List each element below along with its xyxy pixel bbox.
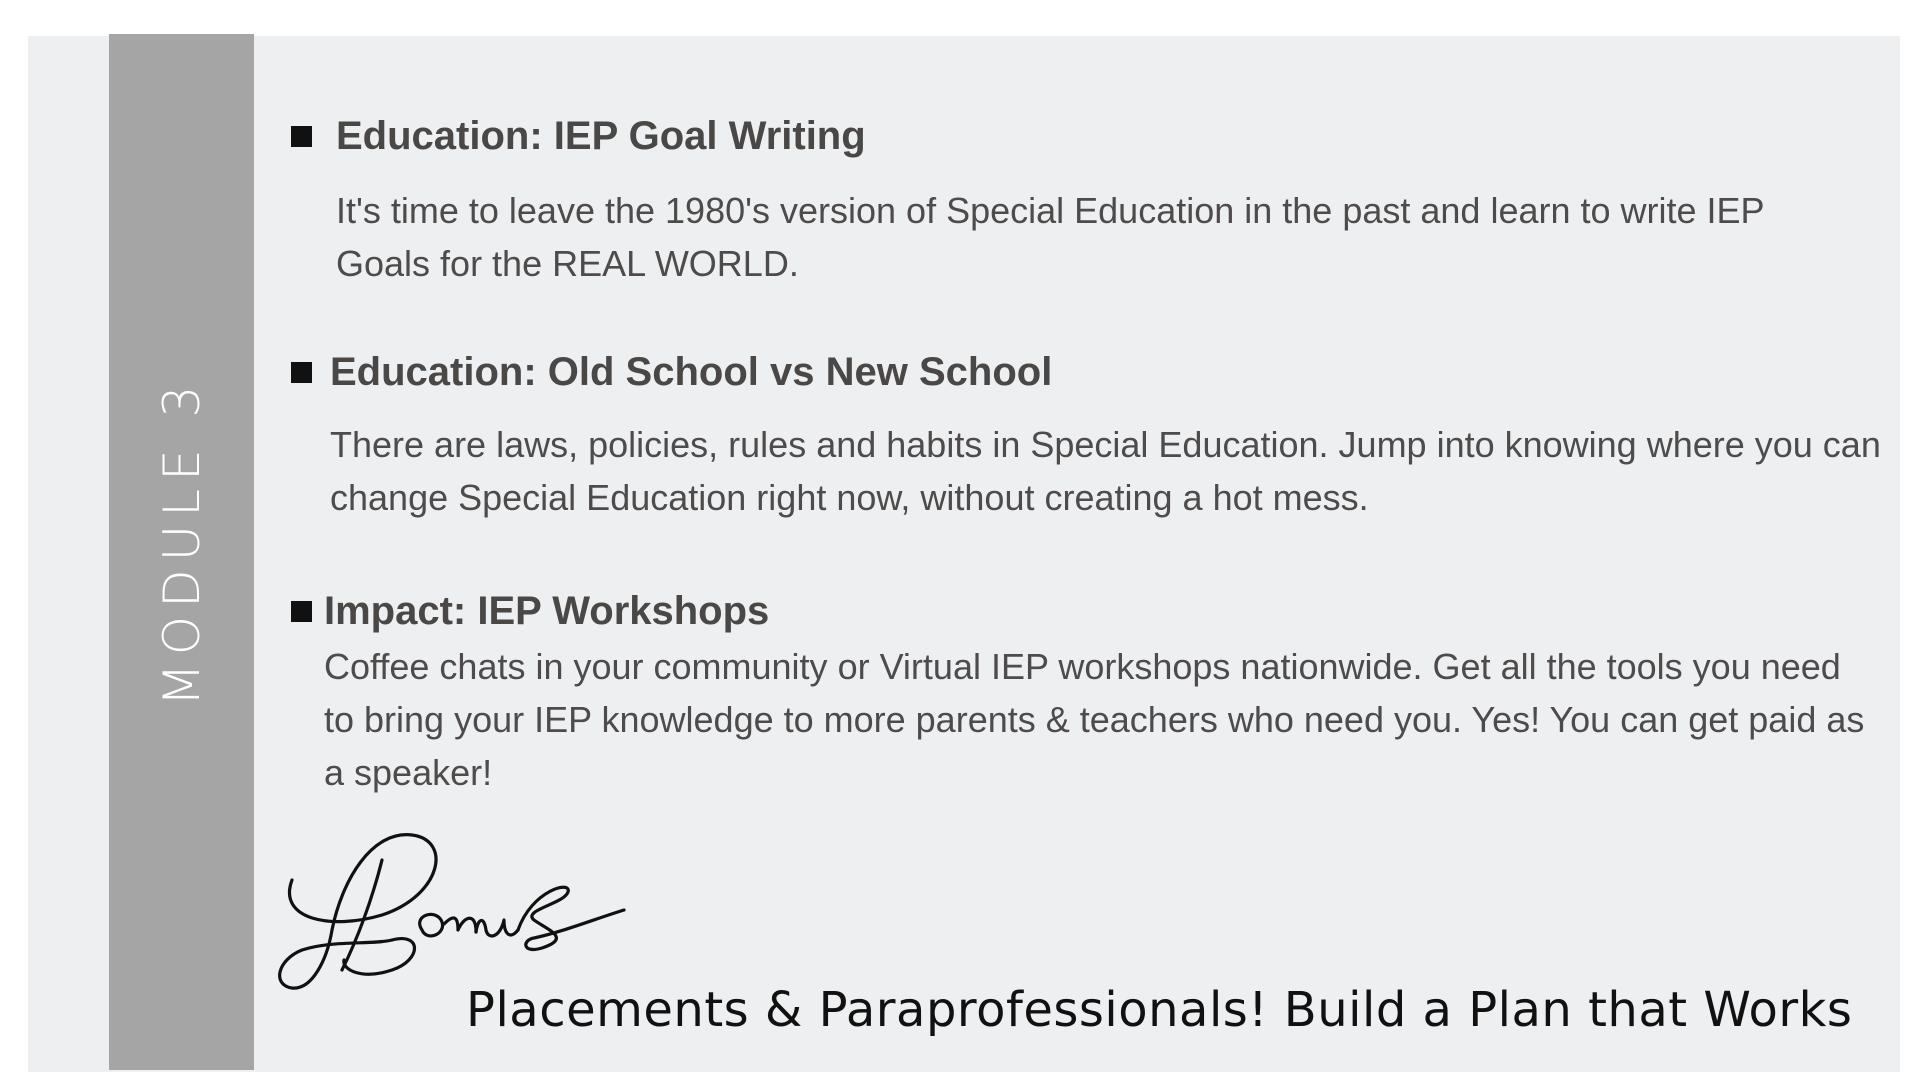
item-heading: Education: Old School vs New School [330,350,1053,394]
item-heading: Impact: IEP Workshops [324,589,770,633]
bonus-text: Placements & Paraprofessionals! Build a Plan that Works [466,982,1853,1038]
item-heading: Education: IEP Goal Writing [336,114,866,158]
bullet-icon [291,601,312,622]
bullet-icon [291,126,312,147]
item-description: There are laws, policies, rules and habits in Special Education. Jump into knowing where you can change Special Education right now, without creating a hot mess. [330,424,1881,518]
module-label: MODULE 3 [153,377,211,707]
bonus-script-icon [272,820,632,1000]
item-description: Coffee chats in your community or Virtual IEP workshops nationwide. Get all the tools you need to bring your IEP knowledge to more parents & teachers who need you. Yes! You can get paid as a speaker! [324,646,1865,793]
item-description: It's time to leave the 1980's version of Special Education in the past and learn to write IEP Goals for the REAL WORLD. [336,190,1764,284]
bullet-icon [291,362,312,383]
